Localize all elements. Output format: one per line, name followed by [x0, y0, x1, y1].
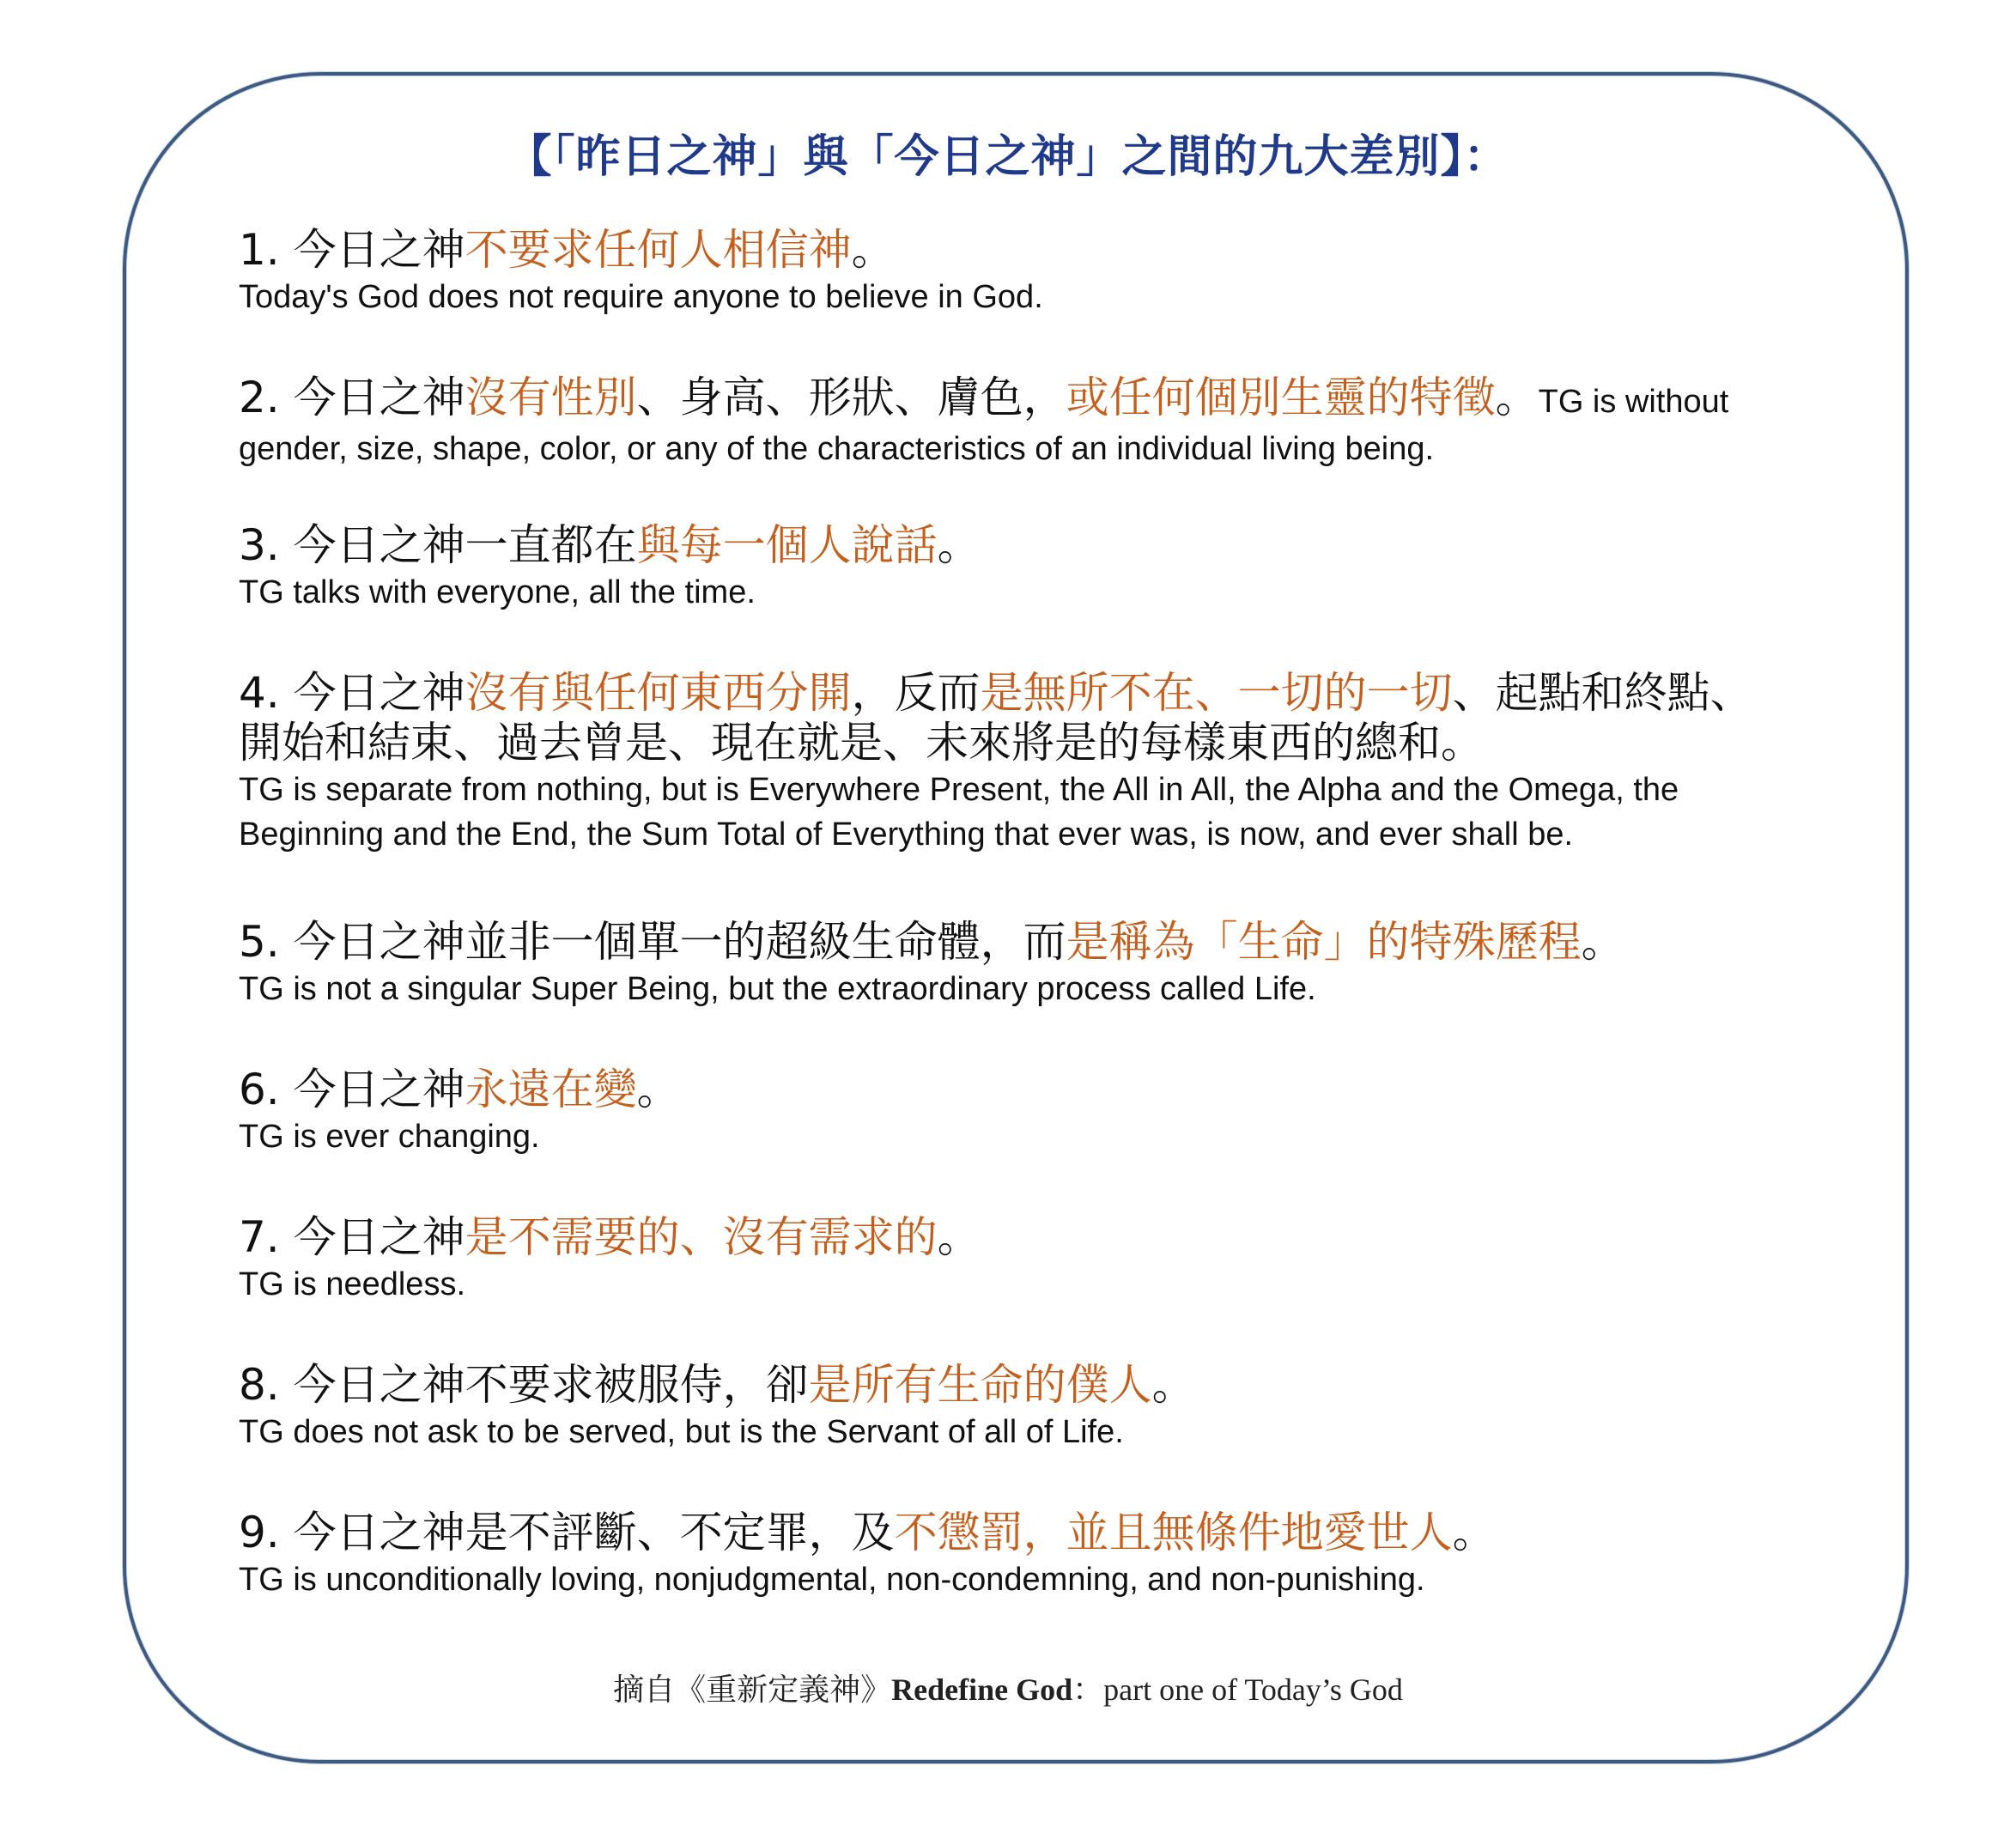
item-chinese-line: 5. 今日之神並非一個單一的超級生命體，而是稱為「生命」的特殊歷程。: [239, 917, 1624, 967]
item-chinese-line: 7. 今日之神是不需要的、沒有需求的。: [239, 1212, 981, 1262]
item-english-line: TG talks with everyone, all the time.: [239, 574, 756, 610]
item-chinese-line-2: 開始和結束、過去曾是、現在就是、未來將是的每樣東西的總和。: [239, 718, 1484, 768]
item-chinese-line: 4. 今日之神沒有與任何東西分開，反而是無所不在、一切的一切、起點和終點、: [239, 668, 1753, 718]
item-chinese-line: 8. 今日之神不要求被服侍，卻是所有生命的僕人。: [239, 1360, 1195, 1410]
list-item: [239, 1360, 1836, 1508]
item-chinese-line: 3. 今日之神一直都在與每一個人說話。: [239, 520, 981, 570]
list-item: [239, 373, 1836, 520]
item-english-line: TG is separate from nothing, but is Everywhere Present, the All in All, the Alpha and the Omega, the: [239, 772, 1679, 808]
page-title: 【「昨日之神」與「今日之神」之間的九大差別】：: [507, 131, 1509, 183]
item-english-line: TG is not a singular Super Being, but the extraordinary process called Life.: [239, 971, 1316, 1007]
item-english-line: TG is needless.: [239, 1266, 465, 1302]
item-chinese-line: 9. 今日之神是不評斷、不定罪，及不懲罰，並且無條件地愛世人。: [239, 1508, 1496, 1557]
list-item: [239, 520, 1836, 668]
item-chinese-line: 6. 今日之神永遠在變。: [239, 1065, 680, 1114]
list-item: [239, 1212, 1836, 1360]
item-english-line: TG is ever changing.: [239, 1119, 540, 1155]
item-chinese-line: 1. 今日之神不要求任何人相信神。: [239, 225, 895, 275]
list-item: [239, 1508, 1836, 1655]
item-english-line-2: Beginning and the End, the Sum Total of Everything that ever was, is now, and ever shall be.: [239, 816, 1574, 853]
list-item: [239, 668, 1836, 917]
list-item: [239, 1065, 1836, 1212]
item-english-line: TG does not ask to be served, but is the Servant of all of Life.: [239, 1414, 1124, 1450]
list-item: [239, 917, 1836, 1065]
item-chinese-line: 2. 今日之神沒有性別、身高、形狀、膚色，或任何個別生靈的特徵。TG is without: [239, 373, 1729, 422]
item-english-line: TG is unconditionally loving, nonjudgmental, non-condemning, and non-punishing.: [239, 1562, 1425, 1598]
list-item: [239, 225, 1836, 373]
difference-list: [239, 225, 1836, 1655]
item-english-line: gender, size, shape, color, or any of the characteristics of an individual living being.: [239, 431, 1435, 467]
source-citation: 摘自《重新定義神》Redefine God：part one of Today’s God: [613, 1672, 1403, 1708]
item-english-line: Today's God does not require anyone to believe in God.: [239, 279, 1043, 315]
